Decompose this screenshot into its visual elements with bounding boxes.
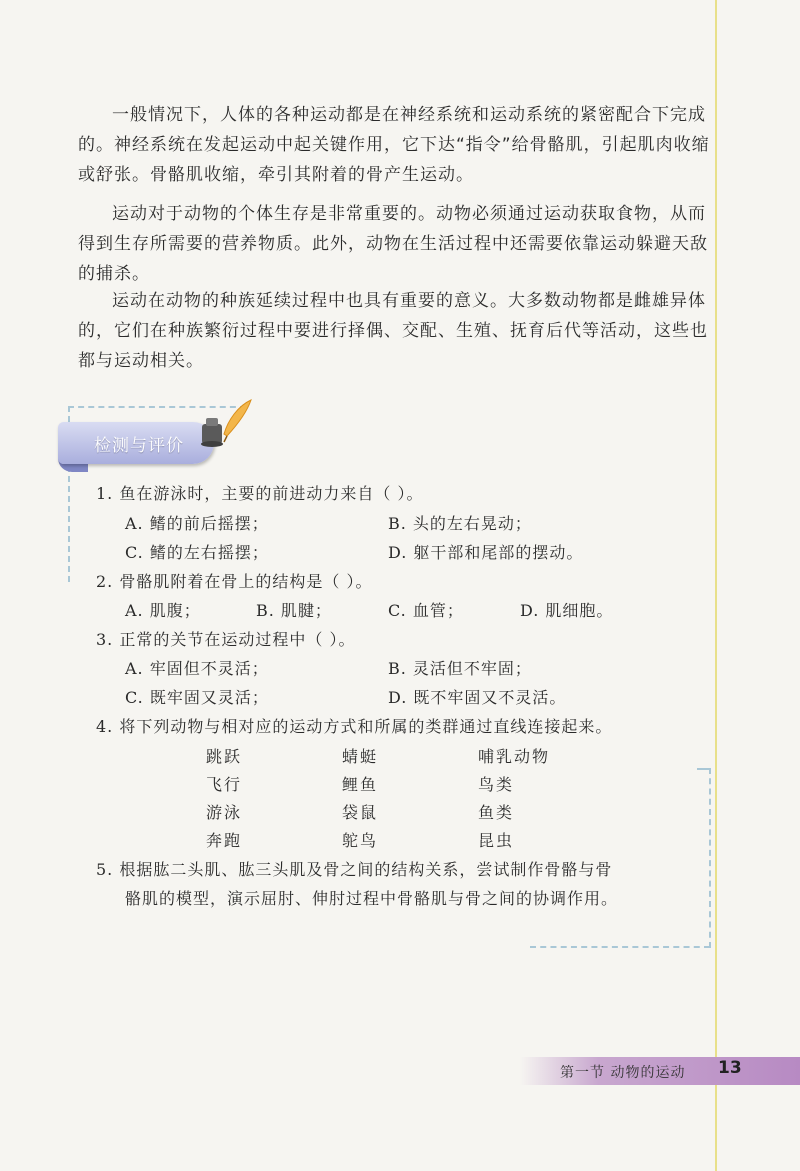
inkpot-quill-icon bbox=[194, 398, 254, 450]
q1-option-b: B. 头的左右晃动； bbox=[388, 514, 532, 533]
q4-motion-2: 飞行 bbox=[206, 775, 243, 794]
q3-option-c: C. 既牢固又灵活； bbox=[125, 688, 269, 707]
q4-animal-1: 蜻蜓 bbox=[342, 747, 379, 766]
q1-stem: 1. 鱼在游泳时，主要的前进动力来自（ ）。 bbox=[96, 484, 424, 503]
q2-option-a: A. 肌腹； bbox=[125, 601, 201, 620]
q2-stem: 2. 骨骼肌附着在骨上的结构是（ ）。 bbox=[96, 572, 373, 591]
q3-stem: 3. 正常的关节在运动过程中（ ）。 bbox=[96, 630, 356, 649]
q2-option-c: C. 血管； bbox=[388, 601, 464, 620]
exercise-box-corner bbox=[697, 768, 709, 770]
paragraph-1: 一般情况下，人体的各种运动都是在神经系统和运动系统的紧密配合下完成的。神经系统在发起运动中起关键作用，它下达“指令”给骨骼肌，引起肌肉收缩或舒张。骨骼肌收缩，牵引其附着的骨产生运动。 bbox=[78, 105, 710, 185]
q4-group-3: 鱼类 bbox=[478, 803, 515, 822]
footer-section-title: 第一节 动物的运动 bbox=[560, 1065, 686, 1081]
exercise-box-border-right bbox=[709, 768, 711, 948]
exercise-box-border-bottom bbox=[530, 946, 710, 948]
q2-option-d: D. 肌细胞。 bbox=[520, 601, 614, 620]
q4-stem: 4. 将下列动物与相对应的运动方式和所属的类群通过直线连接起来。 bbox=[96, 717, 613, 736]
q1-option-c: C. 鳍的左右摇摆； bbox=[125, 543, 269, 562]
q3-option-a: A. 牢固但不灵活； bbox=[125, 659, 269, 678]
q4-motion-3: 游泳 bbox=[206, 803, 243, 822]
q4-group-2: 鸟类 bbox=[478, 775, 515, 794]
q4-animal-2: 鲤鱼 bbox=[342, 775, 379, 794]
q4-motion-4: 奔跑 bbox=[206, 831, 243, 850]
q4-group-4: 昆虫 bbox=[478, 831, 515, 850]
paragraph-2: 运动对于动物的个体生存是非常重要的。动物必须通过运动获取食物，从而得到生存所需要的营养物质。此外，动物在生活过程中还需要依靠运动躲避天敌的捕杀。 bbox=[78, 204, 708, 284]
q3-option-b: B. 灵活但不牢固； bbox=[388, 659, 532, 678]
q4-animal-4: 鸵鸟 bbox=[342, 831, 379, 850]
q1-option-d: D. 躯干部和尾部的摆动。 bbox=[388, 543, 584, 562]
q1-option-a: A. 鳍的前后摇摆； bbox=[125, 514, 269, 533]
q4-motion-1: 跳跃 bbox=[206, 747, 243, 766]
page-number: 13 bbox=[718, 1058, 742, 1078]
exercise-title: 检测与评价 bbox=[94, 436, 184, 456]
q2-option-b: B. 肌腱； bbox=[256, 601, 332, 620]
paragraph-3: 运动在动物的种族延续过程中也具有重要的意义。大多数动物都是雌雄异体的，它们在种族繁衍过程中要进行择偶、交配、生殖、抚育后代等活动，这些也都与运动相关。 bbox=[78, 291, 708, 371]
q3-option-d: D. 既不牢固又不灵活。 bbox=[388, 688, 567, 707]
q4-group-1: 哺乳动物 bbox=[478, 747, 551, 766]
q5-line-1: 5. 根据肱二头肌、肱三头肌及骨之间的结构关系，尝试制作骨骼与骨 bbox=[96, 860, 613, 879]
q4-animal-3: 袋鼠 bbox=[342, 803, 379, 822]
q5-line-2: 骼肌的模型，演示屈肘、伸肘过程中骨骼肌与骨之间的协调作用。 bbox=[125, 889, 619, 908]
